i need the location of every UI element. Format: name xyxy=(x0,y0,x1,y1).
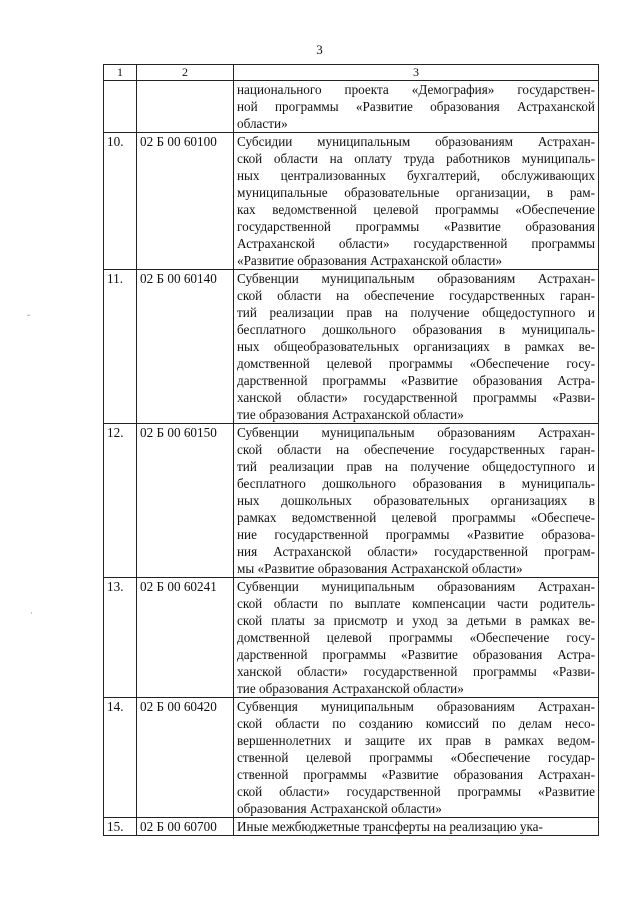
description-line: дарственной программы «Развитие образования Астра- xyxy=(237,373,595,388)
description-line: дарственной программы «Развитие образования Астра- xyxy=(237,647,595,662)
description-line: Субвенция муниципальным образованиям Астрахан- xyxy=(237,699,595,714)
row-description xyxy=(234,270,599,424)
description-line: Субвенции муниципальным образованиям Астрахан- xyxy=(237,579,595,594)
row-number: 14. xyxy=(104,698,137,818)
description-line: домственной целевой программы «Обеспечение госу- xyxy=(237,630,595,645)
row-number: 13. xyxy=(104,578,137,698)
table-row xyxy=(104,133,599,270)
description-line: ках ведомственной целевой программы «Обеспечение xyxy=(237,202,595,217)
budget-code xyxy=(137,81,234,133)
description-line: Астраханской области» государственной программы xyxy=(237,236,595,251)
budget-code: 02 Б 00 60100 xyxy=(137,133,234,270)
budget-table xyxy=(103,64,599,836)
description-line: ных общеобразовательных организациях в рамках ве- xyxy=(237,339,595,354)
description-line: тие образования Астраханской области» xyxy=(237,681,464,696)
description-line: ской платы за присмотр и уход за детьми в рамках ве- xyxy=(237,613,595,628)
description-line: ственной программы «Развитие образования Астрахан- xyxy=(237,767,595,782)
description-line: ской области на обеспечение государственных гаран- xyxy=(237,442,595,457)
table-body xyxy=(104,81,599,836)
page-number: 3 xyxy=(316,42,323,57)
description-line: области» xyxy=(237,116,288,131)
scan-speck: ˇ xyxy=(27,313,30,323)
description-line: Иные межбюджетные трансферты на реализацию ука- xyxy=(237,819,543,834)
description-line: ской области» государственной программы «Развитие xyxy=(237,784,595,799)
description-line: ханской области» государственной программы «Разви- xyxy=(237,390,595,405)
description-line: тие образования Астраханской области» xyxy=(237,407,464,422)
description-line: ние государственной программы «Развитие образова- xyxy=(237,527,595,542)
header-col-1: 1 xyxy=(104,65,137,81)
row-number: 12. xyxy=(104,424,137,578)
description-line: ханской области» государственной программы «Разви- xyxy=(237,664,595,679)
description-line: бесплатного дошкольного образования в муниципаль- xyxy=(237,476,595,491)
row-description xyxy=(234,81,599,133)
description-line: домственной целевой программы «Обеспечение госу- xyxy=(237,356,595,371)
description-line: ской области по выплате компенсации части родитель- xyxy=(237,596,595,611)
description-line: вершеннолетних и защите их прав в рамках ведом- xyxy=(237,733,595,748)
budget-code: 02 Б 00 60241 xyxy=(137,578,234,698)
row-number: 15. xyxy=(104,818,137,836)
description-line: ской области на обеспечение государственных гаран- xyxy=(237,288,595,303)
description-line: ственной целевой программы «Обеспечение государ- xyxy=(237,750,595,765)
budget-code: 02 Б 00 60140 xyxy=(137,270,234,424)
description-line: Субвенции муниципальным образованиям Астрахан- xyxy=(237,271,595,286)
description-line: Субсидии муниципальным образованиям Астрахан- xyxy=(237,134,595,149)
table-row xyxy=(104,578,599,698)
description-line: ния Астраханской области» государственной програм- xyxy=(237,544,595,559)
description-line: национального проекта «Демография» государствен- xyxy=(237,82,595,97)
description-line: рамках ведомственной целевой программы «Обеспече- xyxy=(237,510,595,525)
scan-speck: · xyxy=(30,608,33,618)
row-number: 10. xyxy=(104,133,137,270)
description-line: образования Астраханской области» xyxy=(237,801,442,816)
table-row xyxy=(104,698,599,818)
table-row xyxy=(104,81,599,133)
row-description xyxy=(234,578,599,698)
description-line: «Развитие образования Астраханской области» xyxy=(237,253,503,268)
description-line: государственной программы «Развитие образования xyxy=(237,219,595,234)
description-line: тий реализации прав на получение общедоступного и xyxy=(237,459,595,474)
description-line: ной программы «Развитие образования Астраханской xyxy=(237,99,595,114)
description-line: ных централизованных бухгалтерий, обслуживающих xyxy=(237,168,595,183)
description-line: муниципальные образовательные организации, в рам- xyxy=(237,185,595,200)
description-line: тий реализации прав на получение общедоступного и xyxy=(237,305,595,320)
table-row xyxy=(104,818,599,836)
table-row xyxy=(104,270,599,424)
budget-code: 02 Б 00 60150 xyxy=(137,424,234,578)
header-col-3: 3 xyxy=(234,65,599,81)
description-line: Субвенции муниципальным образованиям Астрахан- xyxy=(237,425,595,440)
header-col-2: 2 xyxy=(137,65,234,81)
table-header-row xyxy=(104,65,599,81)
row-description xyxy=(234,818,599,836)
description-line: ской области по созданию комиссий по делам несо- xyxy=(237,716,595,731)
row-number xyxy=(104,81,137,133)
row-number: 11. xyxy=(104,270,137,424)
row-description xyxy=(234,133,599,270)
table-row xyxy=(104,424,599,578)
description-line: ных дошкольных образовательных организациях в xyxy=(237,493,595,508)
description-line: бесплатного дошкольного образования в муниципаль- xyxy=(237,322,595,337)
row-description xyxy=(234,698,599,818)
row-description xyxy=(234,424,599,578)
budget-code: 02 Б 00 60420 xyxy=(137,698,234,818)
description-line: ской области на оплату труда работников муниципаль- xyxy=(237,151,595,166)
budget-code: 02 Б 00 60700 xyxy=(137,818,234,836)
description-line: мы «Развитие образования Астраханской области» xyxy=(237,561,523,576)
